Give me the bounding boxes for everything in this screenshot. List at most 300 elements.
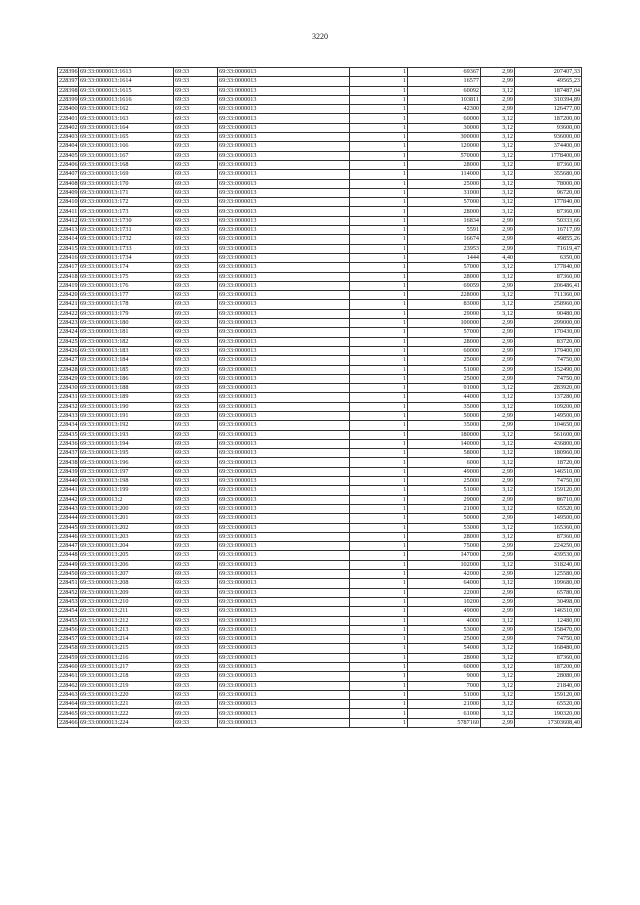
row-number-cell: 228464 <box>59 700 78 708</box>
district-code-cell: 69:33 <box>174 635 218 644</box>
district-code-cell: 69:33 <box>174 495 218 504</box>
quarter-code-cell: 69:33:0000013 <box>218 235 350 244</box>
row-number-cell: 228462 <box>59 681 78 689</box>
value-cell: 258960,00 <box>515 300 582 309</box>
row-number-cell: 228413 <box>59 226 78 234</box>
cadastral-number-cell: 69:33:0000013:210 <box>79 597 174 606</box>
area-cell: 300000 <box>408 133 481 142</box>
count-cell: 1 <box>350 532 408 541</box>
table-row <box>58 504 582 513</box>
quarter-code-cell: 69:33:0000013 <box>218 616 350 625</box>
district-code-cell: 69:33 <box>174 402 218 411</box>
row-number-cell: 228431 <box>59 393 78 401</box>
row-number-cell: 228439 <box>59 467 78 475</box>
value-cell: 21840,00 <box>515 681 582 690</box>
table-row <box>58 188 582 197</box>
area-cell: 49000 <box>408 607 481 616</box>
row-number-cell: 228402 <box>59 123 78 131</box>
quarter-code-cell: 69:33:0000013 <box>218 588 350 597</box>
area-cell: 49000 <box>408 467 481 476</box>
table-row <box>58 337 582 346</box>
district-code-cell: 69:33 <box>174 384 218 393</box>
district-code-cell: 69:33 <box>174 198 218 207</box>
count-cell: 1 <box>350 514 408 523</box>
quarter-code-cell: 69:33:0000013 <box>218 635 350 644</box>
cadastral-number-cell: 69:33:0000013:164 <box>79 123 174 132</box>
table-row <box>58 142 582 151</box>
count-cell: 1 <box>350 374 408 383</box>
row-number-cell: 228461 <box>59 672 78 680</box>
district-code-cell: 69:33 <box>174 616 218 625</box>
count-cell: 1 <box>350 523 408 532</box>
table-row <box>58 495 582 504</box>
table-row <box>58 346 582 355</box>
district-code-cell: 69:33 <box>174 244 218 253</box>
cadastral-number-cell: 69:33:0000013:202 <box>79 523 174 532</box>
district-code-cell: 69:33 <box>174 328 218 337</box>
quarter-code-cell: 69:33:0000013 <box>218 142 350 151</box>
row-number-cell: 228429 <box>59 374 78 382</box>
district-code-cell: 69:33 <box>174 151 218 160</box>
cadastral-number-cell: 69:33:0000013:207 <box>79 570 174 579</box>
value-cell: 65520,00 <box>515 700 582 709</box>
table-row <box>58 207 582 216</box>
table-row <box>58 653 582 662</box>
row-number-cell: 228460 <box>59 663 78 671</box>
rate-cell: 3,12 <box>481 179 515 188</box>
row-number-cell: 228407 <box>59 170 78 178</box>
row-number-cell: 228433 <box>59 412 78 420</box>
value-cell: 159120,00 <box>515 690 582 699</box>
cadastral-number-cell: 69:33:0000013:180 <box>79 319 174 328</box>
quarter-code-cell: 69:33:0000013 <box>218 597 350 606</box>
district-code-cell: 69:33 <box>174 681 218 690</box>
row-number-cell: 228432 <box>59 402 78 410</box>
rate-cell: 3,12 <box>481 458 515 467</box>
cadastral-number-cell: 69:33:0000013:1731 <box>79 226 174 235</box>
quarter-code-cell: 69:33:0000013 <box>218 170 350 179</box>
rate-cell: 3,12 <box>481 653 515 662</box>
row-number-cell: 228410 <box>59 198 78 206</box>
cadastral-number-cell: 69:33:0000013:211 <box>79 607 174 616</box>
row-number-cell: 228408 <box>59 179 78 187</box>
table-body <box>58 68 582 728</box>
count-cell: 1 <box>350 188 408 197</box>
district-code-cell: 69:33 <box>174 291 218 300</box>
cadastral-number-cell: 69:33:0000013:208 <box>79 579 174 588</box>
area-cell: 102000 <box>408 560 481 569</box>
quarter-code-cell: 69:33:0000013 <box>218 700 350 709</box>
value-cell: 16717,09 <box>515 226 582 235</box>
area-cell: 5591 <box>408 226 481 235</box>
area-cell: 25000 <box>408 374 481 383</box>
quarter-code-cell: 69:33:0000013 <box>218 570 350 579</box>
value-cell: 310394,89 <box>515 95 582 104</box>
area-cell: 9000 <box>408 672 481 681</box>
row-number-cell: 228459 <box>59 653 78 661</box>
count-cell: 1 <box>350 635 408 644</box>
table-row <box>58 616 582 625</box>
area-cell: 35000 <box>408 421 481 430</box>
value-cell: 165360,00 <box>515 523 582 532</box>
quarter-code-cell: 69:33:0000013 <box>218 77 350 86</box>
rate-cell: 3,12 <box>481 430 515 439</box>
district-code-cell: 69:33 <box>174 570 218 579</box>
row-number-cell: 228421 <box>59 300 78 308</box>
quarter-code-cell: 69:33:0000013 <box>218 179 350 188</box>
count-cell: 1 <box>350 588 408 597</box>
row-number-cell: 228463 <box>59 690 78 698</box>
area-cell: 60000 <box>408 114 481 123</box>
area-cell: 1444 <box>408 253 481 262</box>
quarter-code-cell: 69:33:0000013 <box>218 346 350 355</box>
value-cell: 74750,00 <box>515 477 582 486</box>
quarter-code-cell: 69:33:0000013 <box>218 690 350 699</box>
quarter-code-cell: 69:33:0000013 <box>218 551 350 560</box>
value-cell: 177840,00 <box>515 198 582 207</box>
area-cell: 28000 <box>408 207 481 216</box>
table-row <box>58 281 582 290</box>
cadastral-number-cell: 69:33:0000013:1730 <box>79 216 174 225</box>
area-cell: 91000 <box>408 384 481 393</box>
count-cell: 1 <box>350 365 408 374</box>
count-cell: 1 <box>350 495 408 504</box>
table-row <box>58 226 582 235</box>
row-number-cell: 228420 <box>59 291 78 299</box>
count-cell: 1 <box>350 170 408 179</box>
row-number-cell: 228451 <box>59 579 78 587</box>
district-code-cell: 69:33 <box>174 700 218 709</box>
row-number-cell: 228427 <box>59 356 78 364</box>
cadastral-number-cell: 69:33:0000013:194 <box>79 439 174 448</box>
count-cell: 1 <box>350 393 408 402</box>
district-code-cell: 69:33 <box>174 77 218 86</box>
district-code-cell: 69:33 <box>174 86 218 95</box>
rate-cell: 3,12 <box>481 523 515 532</box>
area-cell: 29000 <box>408 495 481 504</box>
value-cell: 149500,00 <box>515 514 582 523</box>
area-cell: 31000 <box>408 188 481 197</box>
row-number-cell: 228452 <box>59 588 78 596</box>
area-cell: 69059 <box>408 281 481 290</box>
cadastral-number-cell: 69:33:0000013:177 <box>79 291 174 300</box>
rate-cell: 2,99 <box>481 607 515 616</box>
count-cell: 1 <box>350 439 408 448</box>
row-number-cell: 228401 <box>59 114 78 122</box>
row-number-cell: 228449 <box>59 560 78 568</box>
count-cell: 1 <box>350 551 408 560</box>
rate-cell: 3,12 <box>481 123 515 132</box>
quarter-code-cell: 69:33:0000013 <box>218 226 350 235</box>
cadastral-number-cell: 69:33:0000013:184 <box>79 356 174 365</box>
row-number-cell: 228399 <box>59 95 78 103</box>
area-cell: 64000 <box>408 579 481 588</box>
area-cell: 16674 <box>408 235 481 244</box>
area-cell: 29000 <box>408 309 481 318</box>
area-cell: 51000 <box>408 365 481 374</box>
cadastral-number-cell: 69:33:0000013:1614 <box>79 77 174 86</box>
district-code-cell: 69:33 <box>174 644 218 653</box>
value-cell: 318240,00 <box>515 560 582 569</box>
area-cell: 570000 <box>408 151 481 160</box>
table-row <box>58 272 582 281</box>
district-code-cell: 69:33 <box>174 625 218 634</box>
area-cell: 25000 <box>408 356 481 365</box>
quarter-code-cell: 69:33:0000013 <box>218 272 350 281</box>
value-cell: 18720,00 <box>515 458 582 467</box>
area-cell: 100000 <box>408 319 481 328</box>
rate-cell: 3,12 <box>481 663 515 672</box>
table-row <box>58 95 582 104</box>
cadastral-number-cell: 69:33:0000013:197 <box>79 467 174 476</box>
district-code-cell: 69:33 <box>174 188 218 197</box>
row-number-cell: 228456 <box>59 625 78 633</box>
value-cell: 170430,00 <box>515 328 582 337</box>
district-code-cell: 69:33 <box>174 309 218 318</box>
cadastral-number-cell: 69:33:0000013:1733 <box>79 244 174 253</box>
rate-cell: 3,12 <box>481 86 515 95</box>
row-number-cell: 228403 <box>59 133 78 141</box>
row-number-cell: 228405 <box>59 151 78 159</box>
rate-cell: 2,99 <box>481 216 515 225</box>
table-row <box>58 235 582 244</box>
area-cell: 57000 <box>408 328 481 337</box>
value-cell: 374400,00 <box>515 142 582 151</box>
count-cell: 1 <box>350 384 408 393</box>
count-cell: 1 <box>350 253 408 262</box>
quarter-code-cell: 69:33:0000013 <box>218 114 350 123</box>
cadastral-number-cell: 69:33:0000013:181 <box>79 328 174 337</box>
rate-cell: 2,99 <box>481 235 515 244</box>
district-code-cell: 69:33 <box>174 263 218 272</box>
count-cell: 1 <box>350 133 408 142</box>
cadastral-number-cell: 69:33:0000013:170 <box>79 179 174 188</box>
rate-cell: 3,12 <box>481 309 515 318</box>
count-cell: 1 <box>350 672 408 681</box>
value-cell: 283920,00 <box>515 384 582 393</box>
area-cell: 50000 <box>408 411 481 420</box>
count-cell: 1 <box>350 402 408 411</box>
quarter-code-cell: 69:33:0000013 <box>218 384 350 393</box>
cadastral-number-cell: 69:33:0000013:193 <box>79 430 174 439</box>
quarter-code-cell: 69:33:0000013 <box>218 486 350 495</box>
rate-cell: 3,12 <box>481 188 515 197</box>
table-row <box>58 216 582 225</box>
rate-cell: 2,99 <box>481 635 515 644</box>
district-code-cell: 69:33 <box>174 356 218 365</box>
rate-cell: 3,12 <box>481 207 515 216</box>
district-code-cell: 69:33 <box>174 393 218 402</box>
district-code-cell: 69:33 <box>174 374 218 383</box>
value-cell: 90480,00 <box>515 309 582 318</box>
table-row <box>58 449 582 458</box>
rate-cell: 3,12 <box>481 616 515 625</box>
rate-cell: 3,12 <box>481 700 515 709</box>
table-row <box>58 151 582 160</box>
table-row <box>58 690 582 699</box>
cadastral-number-cell: 69:33:0000013:185 <box>79 365 174 374</box>
area-cell: 53000 <box>408 625 481 634</box>
count-cell: 1 <box>350 281 408 290</box>
count-cell: 1 <box>350 597 408 606</box>
table-row <box>58 384 582 393</box>
quarter-code-cell: 69:33:0000013 <box>218 281 350 290</box>
table-row <box>58 542 582 551</box>
cadastral-number-cell: 69:33:0000013:212 <box>79 616 174 625</box>
count-cell: 1 <box>350 690 408 699</box>
value-cell: 86710,00 <box>515 495 582 504</box>
district-code-cell: 69:33 <box>174 504 218 513</box>
area-cell: 25000 <box>408 477 481 486</box>
row-number-cell: 228430 <box>59 384 78 392</box>
value-cell: 28080,00 <box>515 672 582 681</box>
rate-cell: 2,99 <box>481 718 515 727</box>
area-cell: 120000 <box>408 142 481 151</box>
cadastral-number-cell: 69:33:0000013:171 <box>79 188 174 197</box>
count-cell: 1 <box>350 160 408 169</box>
count-cell: 1 <box>350 718 408 727</box>
table-row <box>58 588 582 597</box>
quarter-code-cell: 69:33:0000013 <box>218 309 350 318</box>
count-cell: 1 <box>350 68 408 77</box>
district-code-cell: 69:33 <box>174 253 218 262</box>
quarter-code-cell: 69:33:0000013 <box>218 709 350 718</box>
value-cell: 177840,00 <box>515 263 582 272</box>
district-code-cell: 69:33 <box>174 319 218 328</box>
value-cell: 711360,00 <box>515 291 582 300</box>
value-cell: 187200,00 <box>515 114 582 123</box>
table-row <box>58 253 582 262</box>
cadastral-number-cell: 69:33:0000013:176 <box>79 281 174 290</box>
quarter-code-cell: 69:33:0000013 <box>218 291 350 300</box>
table-row <box>58 421 582 430</box>
district-code-cell: 69:33 <box>174 68 218 77</box>
area-cell: 28000 <box>408 532 481 541</box>
cadastral-number-cell: 69:33:0000013:183 <box>79 346 174 355</box>
area-cell: 60000 <box>408 663 481 672</box>
quarter-code-cell: 69:33:0000013 <box>218 718 350 727</box>
rate-cell: 2,99 <box>481 319 515 328</box>
rate-cell: 2,99 <box>481 374 515 383</box>
value-cell: 561600,00 <box>515 430 582 439</box>
area-cell: 103811 <box>408 95 481 104</box>
district-code-cell: 69:33 <box>174 579 218 588</box>
cadastral-number-cell: 69:33:0000013:179 <box>79 309 174 318</box>
count-cell: 1 <box>350 356 408 365</box>
rate-cell: 3,12 <box>481 198 515 207</box>
quarter-code-cell: 69:33:0000013 <box>218 393 350 402</box>
row-number-cell: 228443 <box>59 505 78 512</box>
value-cell: 17303608,40 <box>515 718 582 727</box>
table-row <box>58 393 582 402</box>
value-cell: 65520,00 <box>515 504 582 513</box>
rate-cell: 2,99 <box>481 328 515 337</box>
row-number-cell: 228423 <box>59 319 78 327</box>
table-row <box>58 328 582 337</box>
count-cell: 1 <box>350 142 408 151</box>
table-row <box>58 309 582 318</box>
district-code-cell: 69:33 <box>174 532 218 541</box>
count-cell: 1 <box>350 616 408 625</box>
value-cell: 74750,00 <box>515 374 582 383</box>
value-cell: 299000,00 <box>515 319 582 328</box>
cadastral-number-cell: 69:33:0000013:186 <box>79 374 174 383</box>
area-cell: 51000 <box>408 690 481 699</box>
area-cell: 22000 <box>408 588 481 597</box>
district-code-cell: 69:33 <box>174 551 218 560</box>
value-cell: 159120,00 <box>515 486 582 495</box>
rate-cell: 3,12 <box>481 690 515 699</box>
row-number-cell: 228437 <box>59 449 78 457</box>
cadastral-number-cell: 69:33:0000013:175 <box>79 272 174 281</box>
value-cell: 50333,66 <box>515 216 582 225</box>
table-row <box>58 467 582 476</box>
district-code-cell: 69:33 <box>174 663 218 672</box>
value-cell: 207407,33 <box>515 68 582 77</box>
table-row <box>58 551 582 560</box>
row-number-cell: 228457 <box>59 635 78 643</box>
count-cell: 1 <box>350 411 408 420</box>
area-cell: 25000 <box>408 179 481 188</box>
count-cell: 1 <box>350 486 408 495</box>
area-cell: 21000 <box>408 700 481 709</box>
area-cell: 28000 <box>408 337 481 346</box>
value-cell: 436800,00 <box>515 439 582 448</box>
row-number-cell: 228414 <box>59 235 78 243</box>
area-cell: 140000 <box>408 439 481 448</box>
district-code-cell: 69:33 <box>174 281 218 290</box>
rate-cell: 2,99 <box>481 105 515 114</box>
value-cell: 71619,47 <box>515 244 582 253</box>
count-cell: 1 <box>350 179 408 188</box>
area-cell: 83000 <box>408 300 481 309</box>
rate-cell: 3,12 <box>481 114 515 123</box>
rate-cell: 3,12 <box>481 263 515 272</box>
cadastral-number-cell: 69:33:0000013:222 <box>79 709 174 718</box>
count-cell: 1 <box>350 123 408 132</box>
area-cell: 28000 <box>408 160 481 169</box>
area-cell: 7000 <box>408 681 481 690</box>
rate-cell: 3,12 <box>481 439 515 448</box>
rate-cell: 3,12 <box>481 579 515 588</box>
table-row <box>58 198 582 207</box>
cadastral-number-cell: 69:33:0000013:216 <box>79 653 174 662</box>
value-cell: 12480,00 <box>515 616 582 625</box>
quarter-code-cell: 69:33:0000013 <box>218 523 350 532</box>
rate-cell: 4,40 <box>481 253 515 262</box>
table-row <box>58 681 582 690</box>
area-cell: 6000 <box>408 458 481 467</box>
count-cell: 1 <box>350 77 408 86</box>
rate-cell: 2,99 <box>481 77 515 86</box>
cadastral-number-cell: 69:33:0000013:1732 <box>79 235 174 244</box>
count-cell: 1 <box>350 458 408 467</box>
value-cell: 126477,00 <box>515 105 582 114</box>
value-cell: 137280,00 <box>515 393 582 402</box>
rate-cell: 2,99 <box>481 514 515 523</box>
table-row <box>58 672 582 681</box>
quarter-code-cell: 69:33:0000013 <box>218 532 350 541</box>
table-row <box>58 607 582 616</box>
quarter-code-cell: 69:33:0000013 <box>218 439 350 448</box>
area-cell: 75000 <box>408 542 481 551</box>
table-row <box>58 179 582 188</box>
quarter-code-cell: 69:33:0000013 <box>218 542 350 551</box>
row-number-cell: 228436 <box>59 439 78 447</box>
value-cell: 149500,00 <box>515 411 582 420</box>
count-cell: 1 <box>350 681 408 690</box>
row-number-cell: 228465 <box>59 709 78 717</box>
